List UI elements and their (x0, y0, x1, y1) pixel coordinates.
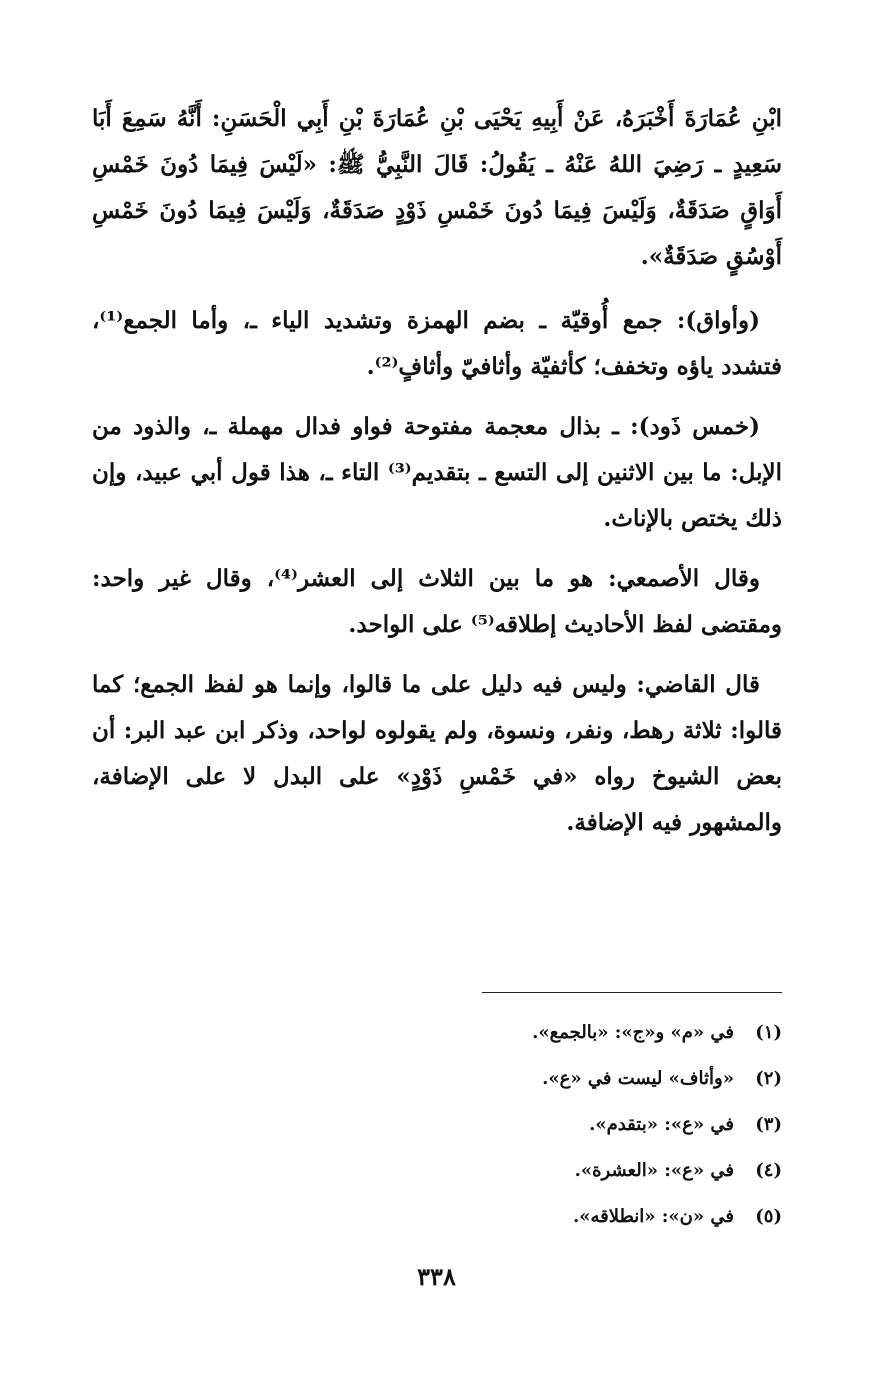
footnote-text: في «ن»: «انطلاقه». (572, 1206, 734, 1227)
page-number: ٣٣٨ (417, 1262, 456, 1291)
footnote (300, 1056, 782, 1102)
footnote-number: (١) (755, 1022, 782, 1043)
footnote (300, 1102, 782, 1148)
footnote-separator (482, 992, 782, 993)
commentary-paragraph: (خمس ذَود): ـ بذال معجمة مفتوحة فواو فدال مهملة ـ، والذود من الإبل: ما بين الاثنين إلى التسع ـ بتقديم⁽³⁾ التاء ـ، هذا قول أبي عبيد، وإن ذلك يختص بالإناث. (92, 413, 783, 532)
footnote (300, 1148, 782, 1194)
footnote (300, 1194, 782, 1240)
footnote-text: في «ع»: «بتقدم». (589, 1114, 734, 1135)
commentary-paragraph: قال القاضي: وليس فيه دليل على ما قالوا، وإنما هو لفظ الجمع؛ كما قالوا: ثلاثة رهط، ونفر، ونسوة، ولم يقولوه لواحد، وذكر ابن عبد البر: أن بعض الشيوخ رواه «في خَمْسِ ذَوْدٍ» على البدل لا على الإضافة، والمشهور فيه الإضافة. (92, 671, 782, 836)
hadith-text: ابْنِ عُمَارَةَ أَخْبَرَهُ، عَنْ أَبِيهِ يَحْيَى بْنِ عُمَارَةَ بْنِ أَبِي الْحَسَنِ: أَنَّهُ سَمِعَ أَبَا سَعِيدٍ ـ رَضِيَ اللهُ عَنْهُ ـ يَقُولُ: قَالَ النَّبِيُّ ﷺ: «لَيْسَ فِيمَا دُونَ خَمْسِ أَوَاقٍ صَدَقَةٌ، وَلَيْسَ فِيمَا دُونَ خَمْسِ ذَوْدٍ صَدَقَةٌ، وَلَيْسَ فِيمَا دُونَ خَمْسِ أَوْسُقٍ صَدَقَةٌ». (92, 105, 782, 270)
footnote-number: (٣) (755, 1114, 782, 1135)
footnote (300, 1010, 782, 1056)
footnote-number: (٥) (755, 1206, 782, 1227)
footnote-number: (٤) (755, 1160, 782, 1181)
footnotes (300, 1010, 782, 1240)
main-text (92, 96, 782, 860)
footnote-number: (٢) (755, 1068, 782, 1089)
footnote-text: في «ع»: «العشرة». (574, 1160, 734, 1181)
footnote-text: «وأثاف» ليست في «ع». (542, 1068, 734, 1089)
commentary-paragraph: وقال الأصمعي: هو ما بين الثلاث إلى العشر⁽⁴⁾، وقال غير واحد: ومقتضى لفظ الأحاديث إطلاقه⁽⁵⁾ على الواحد. (92, 565, 782, 638)
footnote-text: في «م» و«ج»: «بالجمع». (532, 1022, 734, 1043)
commentary-paragraph: (وأواق): جمع أُوقيّة ـ بضم الهمزة وتشديد الياء ـ، وأما الجمع⁽¹⁾، فتشدد ياؤه وتخفف؛ كأثفيّة وأثافيّ وأثافٍ⁽²⁾. (92, 307, 782, 380)
